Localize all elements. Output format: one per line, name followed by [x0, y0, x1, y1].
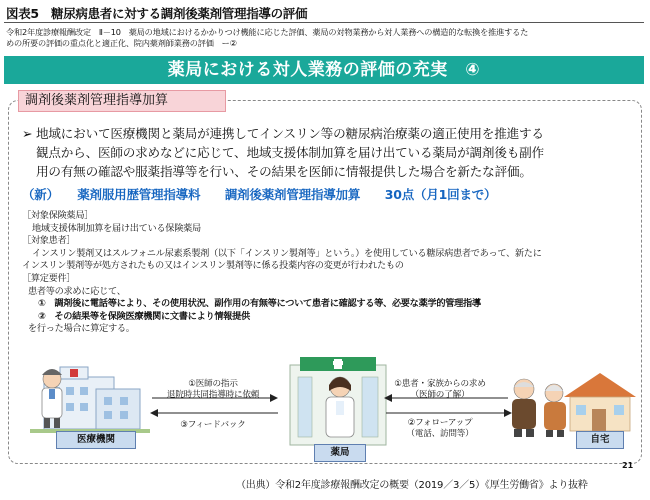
elderly-woman-icon — [544, 384, 566, 437]
requirements-heading: ［算定要件］ — [22, 272, 76, 284]
follow-up-text — [380, 418, 500, 440]
feedback-text: ③フィードバック — [180, 420, 246, 430]
requirement-details — [22, 210, 634, 336]
elderly-man-icon — [512, 379, 536, 437]
follow-up-arrow-icon — [386, 409, 512, 417]
addition-label: 調剤後薬剤管理指導加算 — [18, 90, 226, 112]
target-facility-heading: ［対象保険薬局］ — [22, 210, 94, 221]
subtitle — [6, 27, 644, 49]
figure-title: 図表5 糖尿病患者に対する調剤後薬剤管理指導の評価 — [6, 6, 308, 21]
description — [22, 124, 628, 181]
target-patient-heading: ［対象患者］ — [22, 235, 76, 247]
requirement-2: ② その結果等を保険医療機関に文書により情報提供 — [38, 310, 250, 322]
home-label: 自宅 — [576, 431, 624, 449]
section-banner: 薬局における対人業務の評価の充実 ④ — [4, 56, 644, 84]
feedback-arrow-icon — [150, 409, 278, 417]
requirement-1: ① 調剤後に電話等により、その使用状況、副作用の有無等について患者に確認する等、必要な薬学的管理指導 — [38, 298, 481, 310]
requirements-intro: 患者等の求めに応じて、 — [28, 285, 126, 297]
target-facility: 地域支援体制加算を届け出ている保険薬局 — [32, 222, 201, 234]
subtitle-line-2: めの所要の評価の重点化と適正化、院内薬剤師業務の評価 ー② — [6, 38, 237, 48]
new-fee-highlight: （新） 薬剤服用歴管理指導料 調剤後薬剤管理指導加算 30点（月1回まで） — [22, 187, 497, 202]
hospital-label: 医療機関 — [56, 431, 136, 449]
follow-up-line-2: （電話、訪問等） — [406, 429, 474, 439]
doctor-instruction-line-2: 退院時共同指導時に依頼 — [166, 390, 260, 400]
house-icon — [564, 373, 636, 431]
pharmacy-label: 薬局 — [314, 444, 366, 462]
target-patient-line-1: インスリン製剤又はスルフォニル尿素系製剤（以下「インスリン製剤等」という。）を使用している糖尿病患者であって、新たに — [32, 247, 542, 259]
requirements-outro: を行った場合に算定する。 — [28, 323, 135, 335]
subtitle-line-1: 令和2年度診療報酬改定 Ⅱ－10 薬局の地域におけるかかりつけ機能に応じた評価、薬局の対物業務から対人業務への構造的な転換を推進するた — [6, 27, 529, 37]
patient-request-line-2: （医師の了解） — [410, 390, 470, 400]
doctor-instruction-line-1: ①医師の指示 — [188, 379, 238, 389]
patient-request-line-1: ①患者・家族からの求め — [394, 379, 486, 389]
description-line-2: 観点から、医師の求めなどに応じて、地域支援体制加算を届け出ている薬局が調剤後も副作 — [36, 145, 544, 160]
pharmacist-icon — [326, 377, 354, 437]
follow-up-line-1: ②フォローアップ — [407, 418, 473, 428]
source-citation: （出典）令和2年度診療報酬改定の概要（2019／3／5）《厚生労働省》より抜粋 — [236, 480, 588, 491]
patient-request-text — [380, 379, 500, 401]
doctor-instruction-text — [148, 379, 278, 401]
page-number: 21 — [622, 461, 634, 470]
description-line-3: 用の有無の確認や服薬指導等を行い、その結果を医師に情報提供した場合を新たな評価。 — [36, 164, 532, 179]
title-rule — [4, 22, 644, 23]
description-line-1: 地域において医療機関と薬局が連携してインスリン等の糖尿病治療薬の適正使用を推進する — [36, 126, 544, 141]
bullet-triangle-icon: ➢ — [22, 126, 33, 141]
target-patient-line-2: インスリン製剤等が処方されたもの又はインスリン製剤等に係る投薬内容の変更が行われたもの — [22, 260, 404, 272]
